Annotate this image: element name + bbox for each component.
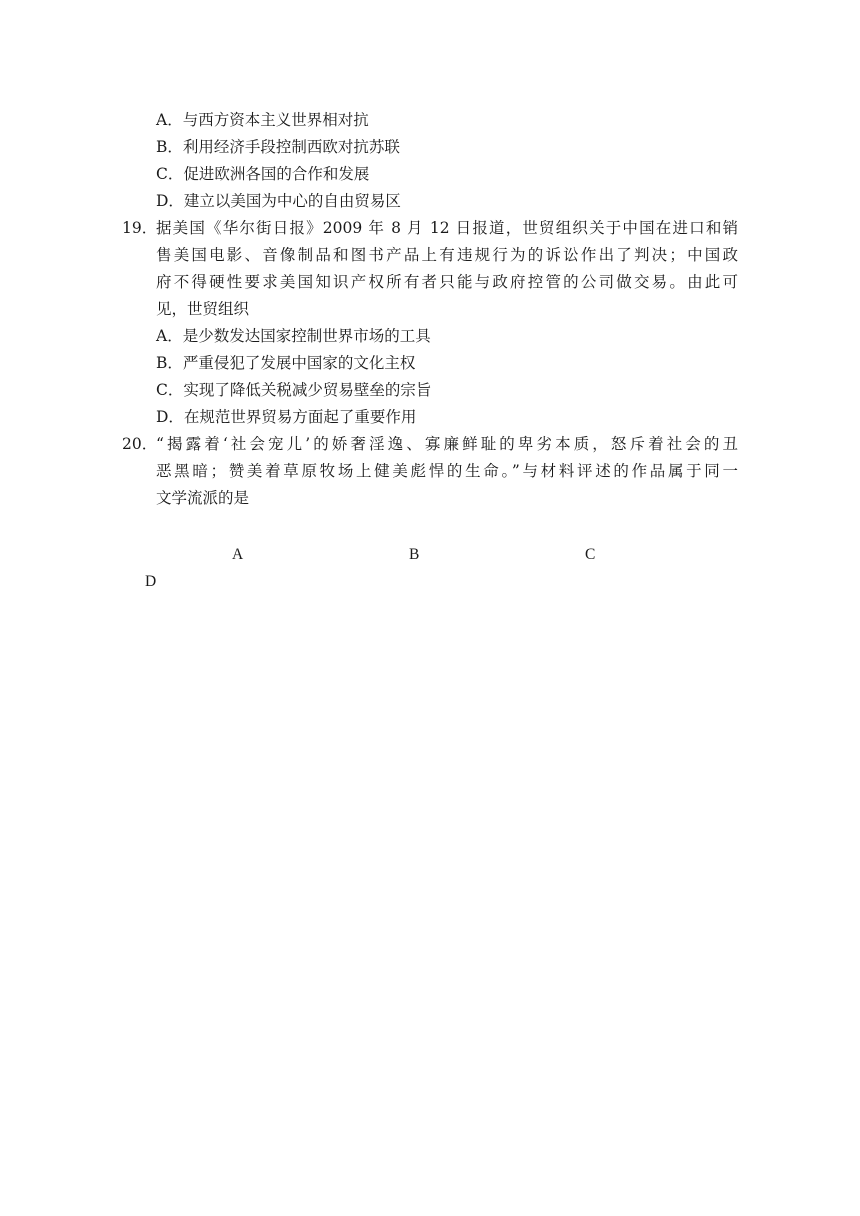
q19-option-a: A．是少数发达国家控制世界市场的工具 xyxy=(156,327,431,345)
q19-stem-line-4: 见，世贸组织 xyxy=(156,300,250,318)
q20-stem-line-3: 文学流派的是 xyxy=(156,489,250,507)
q20-stem-line-1: “揭露着‘社会宠儿’的娇奢淫逸、寡廉鲜耻的卑劣本质，怒斥着社会的丑 xyxy=(156,435,738,453)
q20-choice-b-label: B xyxy=(409,546,420,563)
q19-option-c: C．实现了降低关税减少贸易壁垒的宗旨 xyxy=(156,381,432,399)
q19-stem-line-1: 据美国《华尔街日报》2009 年 8 月 12 日报道，世贸组织关于中国在进口和销 xyxy=(156,219,738,237)
q20-number: 20． xyxy=(122,435,158,453)
q19-number: 19． xyxy=(122,219,158,237)
q18-option-c: C．促进欧洲各国的合作和发展 xyxy=(156,165,370,183)
q19-stem-line-3: 府不得硬性要求美国知识产权所有者只能与政府控管的公司做交易。由此可 xyxy=(156,273,738,291)
q20-choice-a-label: A xyxy=(232,546,244,563)
q18-option-a: A．与西方资本主义世界相对抗 xyxy=(156,111,369,129)
q20-choice-c-label: C xyxy=(585,546,596,563)
q18-option-d: D．建立以美国为中心的自由贸易区 xyxy=(156,192,401,210)
q19-stem-line-2: 售美国电影、音像制品和图书产品上有违规行为的诉讼作出了判决；中国政 xyxy=(156,246,738,264)
q19-option-b: B．严重侵犯了发展中国家的文化主权 xyxy=(156,354,416,372)
q20-choice-d-label: D xyxy=(145,573,157,590)
q20-stem-line-2: 恶黑暗；赞美着草原牧场上健美彪悍的生命。”与材料评述的作品属于同一 xyxy=(156,462,738,480)
q18-option-b: B．利用经济手段控制西欧对抗苏联 xyxy=(156,138,400,156)
q19-option-d: D．在规范世界贸易方面起了重要作用 xyxy=(156,408,417,426)
